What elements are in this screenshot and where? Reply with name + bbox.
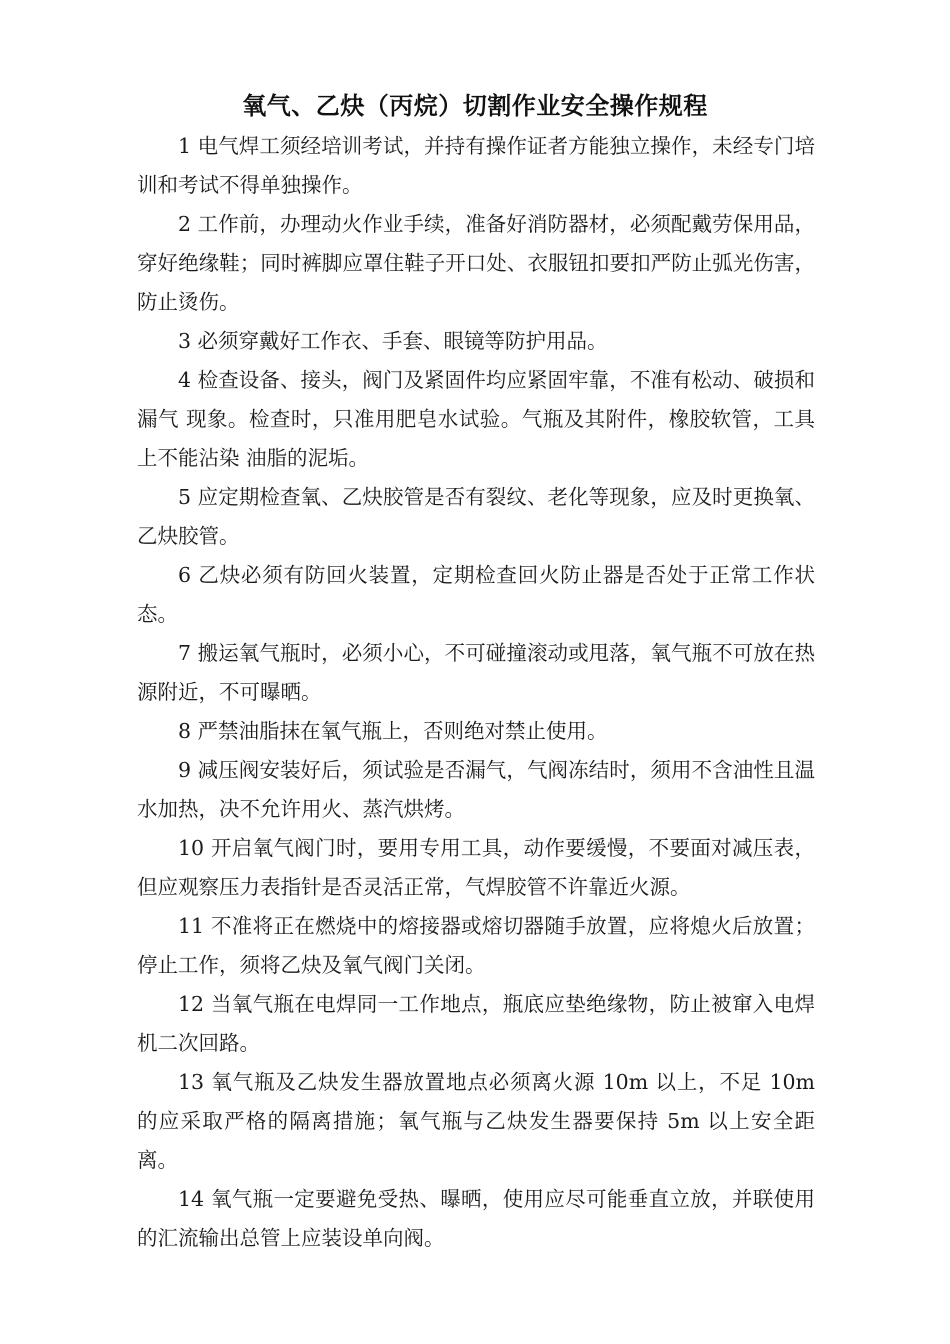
rule-14: 14 氧气瓶一定要避免受热、曝晒，使用应尽可能垂直立放，并联使用的汇流输出总管上应装设单向阀。 [137, 1187, 815, 1250]
rule-7: 7 搬运氧气瓶时，必须小心，不可碰撞滚动或甩落，氧气瓶不可放在热源附近，不可曝晒。 [137, 641, 815, 704]
rule-10: 10 开启氧气阀门时，要用专用工具，动作要缓慢，不要面对减压表，但应观察压力表指针是否灵活正常，气焊胶管不许靠近火源。 [137, 836, 815, 899]
rule-8: 8 严禁油脂抹在氧气瓶上，否则绝对禁止使用。 [178, 719, 608, 743]
rule-6: 6 乙炔必须有防回火装置，定期检查回火防止器是否处于正常工作状态。 [137, 563, 815, 626]
rule-4: 4 检查设备、接头，阀门及紧固件均应紧固牢靠，不准有松动、破损和漏气 现象。检查时，只准用肥皂水试验。气瓶及其附件，橡胶软管，工具上不能沾染 油脂的泥垢。 [137, 368, 815, 470]
rule-3: 3 必须穿戴好工作衣、手套、眼镜等防护用品。 [178, 329, 608, 353]
rules-list [137, 127, 815, 1258]
rule-5: 5 应定期检查氧、乙炔胶管是否有裂纹、老化等现象，应及时更换氧、乙炔胶管。 [137, 485, 815, 548]
document-title: 氧气、乙炔（丙烷）切割作业安全操作规程 [242, 92, 708, 120]
rule-2: 2 工作前，办理动火作业手续，准备好消防器材，必须配戴劳保用品，穿好绝缘鞋；同时裤脚应罩住鞋子开口处、衣服钮扣要扣严防止弧光伤害，防止烫伤。 [137, 212, 815, 314]
rule-1: 1 电气焊工须经培训考试，并持有操作证者方能独立操作，未经专门培训和考试不得单独操作。 [137, 134, 815, 197]
rule-11: 11 不准将正在燃烧中的熔接器或熔切器随手放置，应将熄火后放置；停止工作，须将乙炔及氧气阀门关闭。 [137, 914, 815, 977]
rule-12: 12 当氧气瓶在电焊同一工作地点，瓶底应垫绝缘物，防止被窜入电焊机二次回路。 [137, 992, 815, 1055]
rule-13: 13 氧气瓶及乙炔发生器放置地点必须离火源 10m 以上，不足 10m 的应采取严格的隔离措施；氧气瓶与乙炔发生器要保持 5m 以上安全距离。 [137, 1070, 815, 1172]
rule-9: 9 减压阀安装好后，须试验是否漏气，气阀冻结时，须用不含油性且温水加热，决不允许用火、蒸汽烘烤。 [137, 758, 815, 821]
